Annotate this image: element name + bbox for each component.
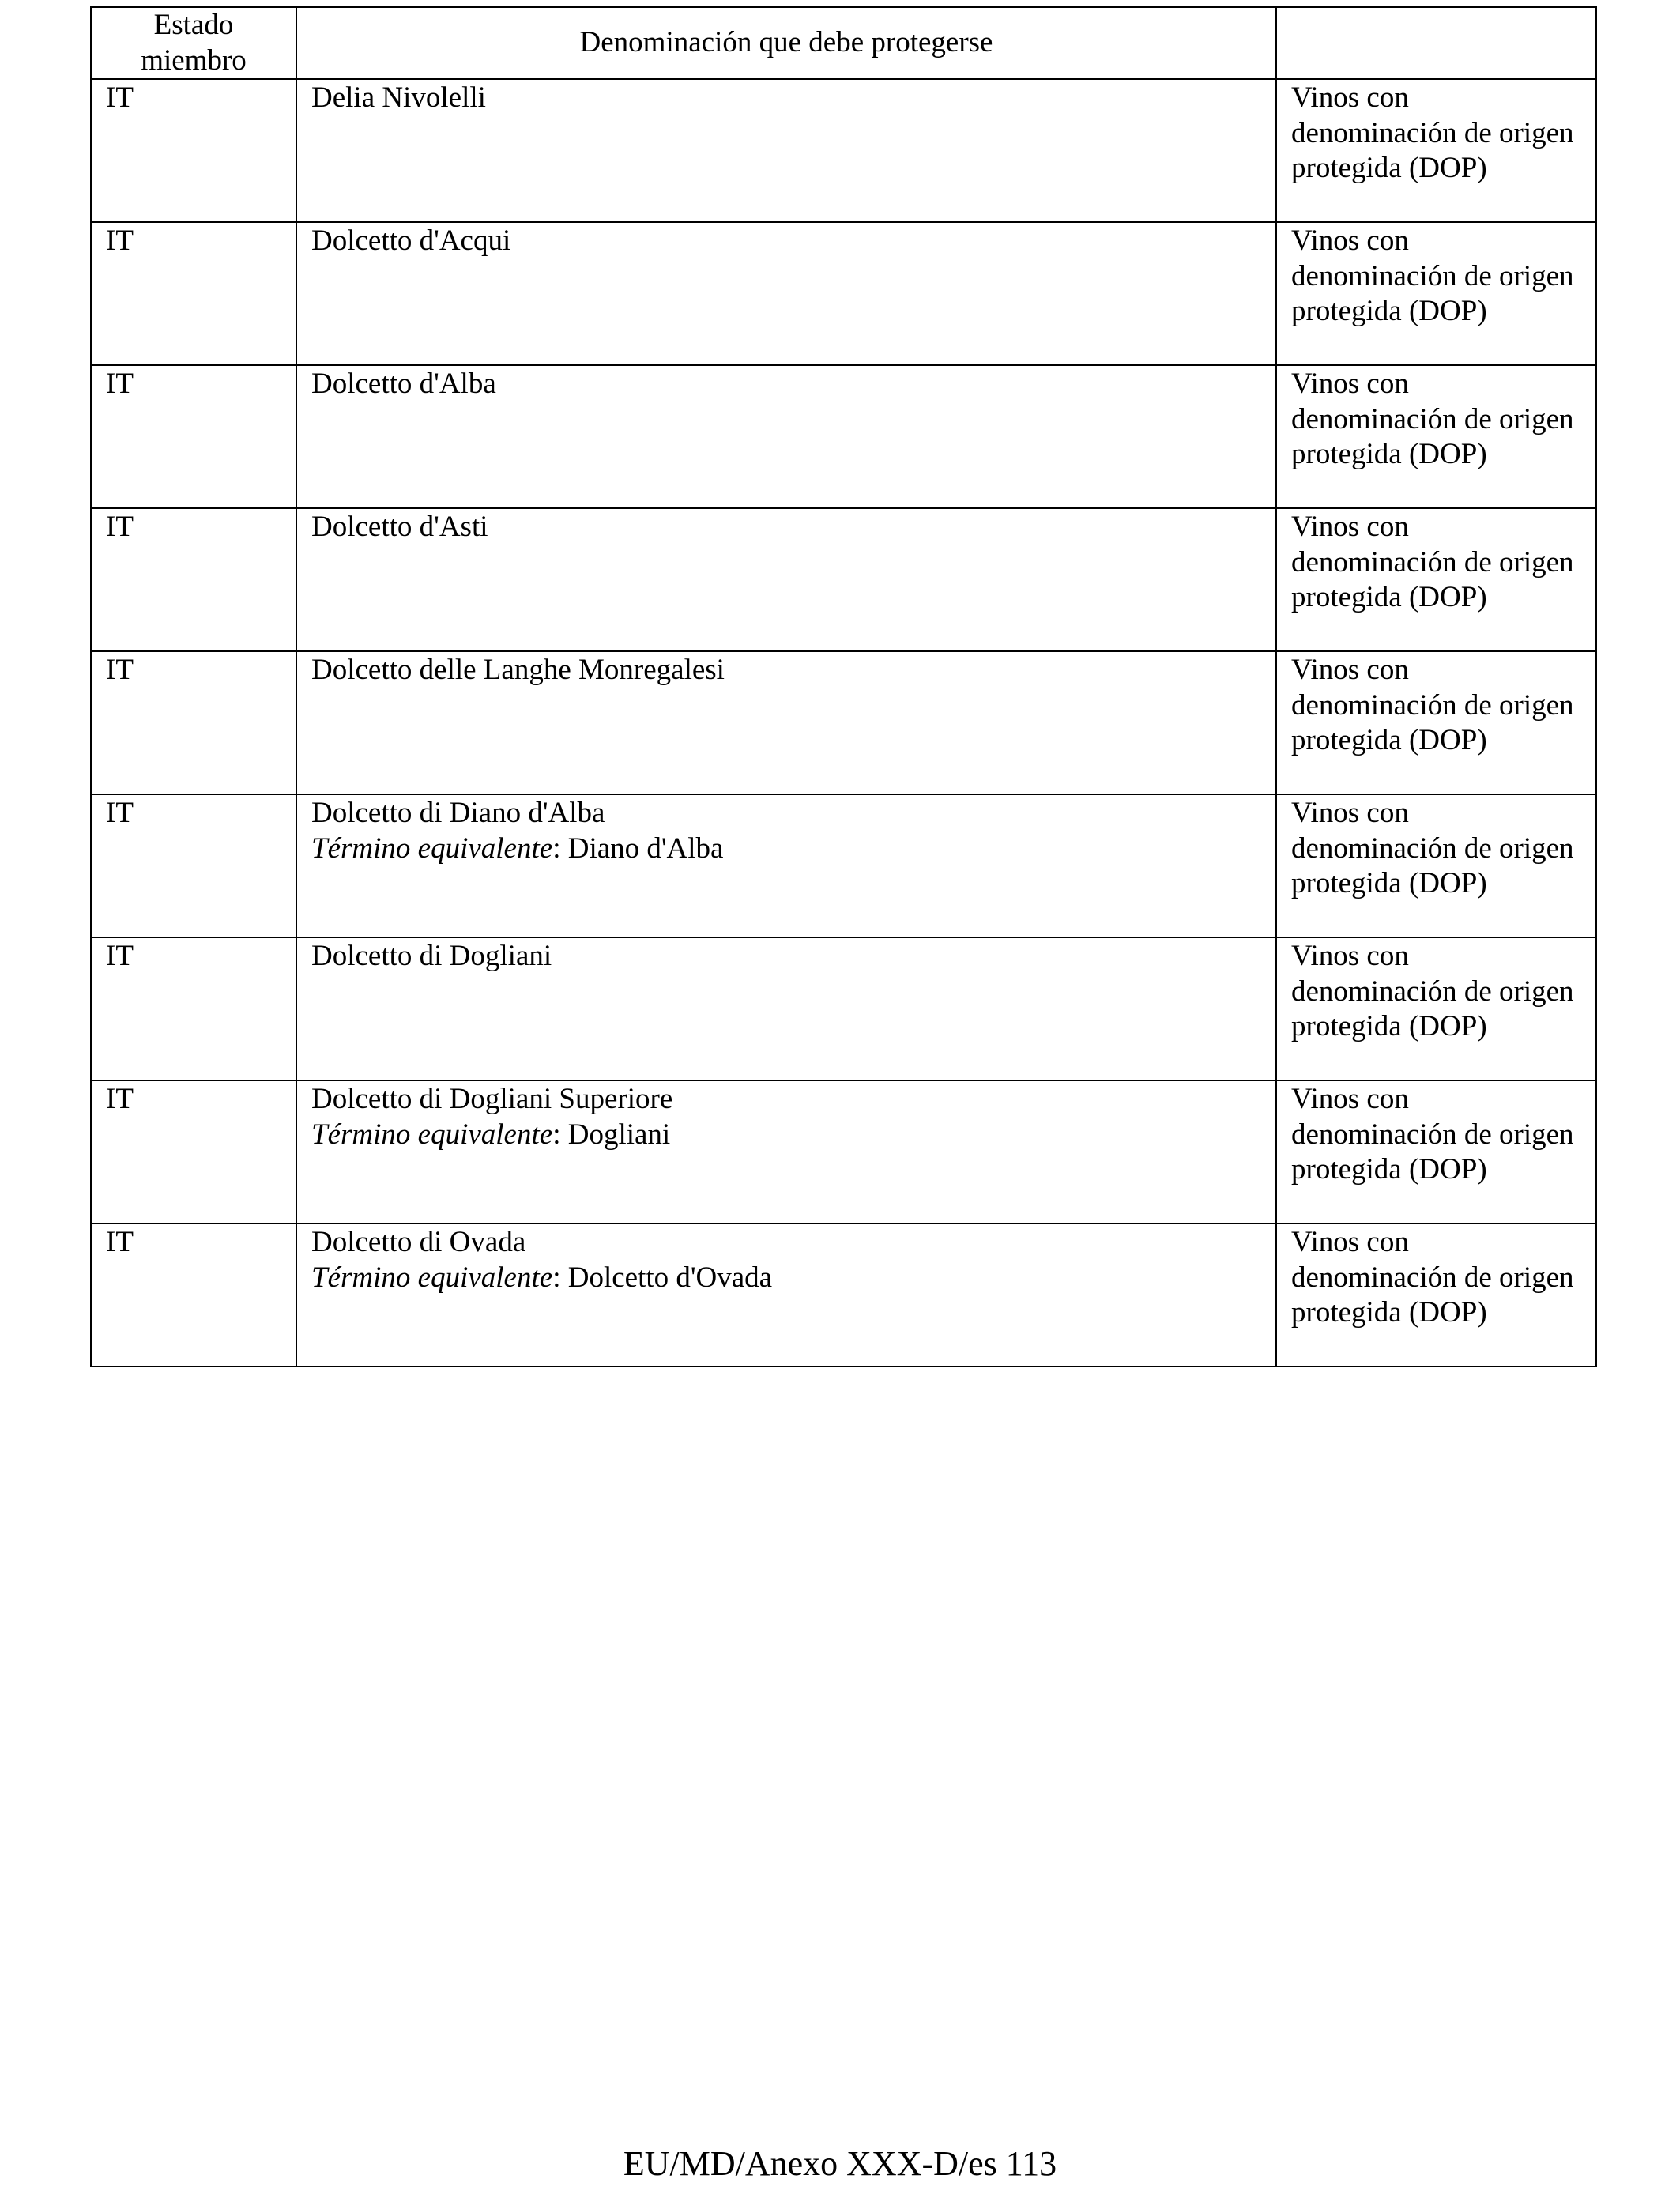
protected-name: Dolcetto d'Asti [311,511,488,543]
equivalent-term-separator: : [552,831,568,865]
protected-name: Dolcetto di Dogliani Superiore [311,1083,673,1115]
cell-category: Vinos con denominación de origen protegida (DOP) [1276,937,1596,1080]
cell-member-state: IT [91,508,296,651]
cell-member-state: IT [91,1080,296,1223]
protected-names-table [90,6,1597,1367]
cell-name [296,365,1276,508]
table-row [91,937,1596,1080]
table-row [91,508,1596,651]
table-body [91,79,1596,1367]
protected-name: Dolcetto d'Alba [311,368,496,400]
cell-category: Vinos con denominación de origen protegida (DOP) [1276,1223,1596,1367]
equivalent-term-separator: : [552,1261,568,1294]
header-name: Denominación que debe protegerse [296,7,1276,79]
equivalent-term-line [311,831,1261,867]
cell-category: Vinos con denominación de origen protegida (DOP) [1276,79,1596,222]
equivalent-term-separator: : [552,1118,568,1151]
table-row [91,1080,1596,1223]
protected-name: Delia Nivolelli [311,81,486,114]
cell-member-state: IT [91,222,296,365]
cell-member-state: IT [91,365,296,508]
table-row [91,651,1596,794]
cell-name [296,1223,1276,1367]
protected-name: Dolcetto delle Langhe Monregalesi [311,654,725,686]
table-row [91,79,1596,222]
equivalent-term-label: Término equivalente [311,1261,553,1294]
cell-member-state: IT [91,794,296,937]
cell-category: Vinos con denominación de origen protegida (DOP) [1276,222,1596,365]
cell-name [296,651,1276,794]
cell-category: Vinos con denominación de origen protegida (DOP) [1276,651,1596,794]
cell-name [296,79,1276,222]
cell-member-state: IT [91,937,296,1080]
cell-category: Vinos con denominación de origen protegida (DOP) [1276,365,1596,508]
table-row [91,1223,1596,1367]
equivalent-term-label: Término equivalente [311,1118,553,1151]
cell-category: Vinos con denominación de origen protegida (DOP) [1276,794,1596,937]
table-header-row [91,7,1596,79]
equivalent-term-line [311,1261,1261,1296]
cell-name [296,508,1276,651]
table-row [91,365,1596,508]
equivalent-term-value: Diano d'Alba [567,831,724,865]
table-row [91,222,1596,365]
protected-name: Dolcetto d'Acqui [311,224,511,257]
cell-category: Vinos con denominación de origen protegida (DOP) [1276,1080,1596,1223]
table-row [91,794,1596,937]
cell-category: Vinos con denominación de origen protegida (DOP) [1276,508,1596,651]
equivalent-term-label: Término equivalente [311,831,553,865]
cell-member-state: IT [91,651,296,794]
protected-name: Dolcetto di Dogliani [311,940,552,972]
protected-name: Dolcetto di Diano d'Alba [311,797,605,829]
cell-name [296,1080,1276,1223]
equivalent-term-line [311,1118,1261,1153]
cell-name [296,222,1276,365]
cell-name [296,937,1276,1080]
equivalent-term-value: Dogliani [567,1118,671,1151]
cell-name [296,794,1276,937]
header-category [1276,7,1596,79]
page-footer: EU/MD/Anexo XXX-D/es 113 [623,2144,1057,2183]
header-member-state: Estado miembro [91,7,296,79]
protected-name: Dolcetto di Ovada [311,1226,526,1258]
cell-member-state: IT [91,79,296,222]
equivalent-term-value: Dolcetto d'Ovada [567,1261,773,1294]
cell-member-state: IT [91,1223,296,1367]
